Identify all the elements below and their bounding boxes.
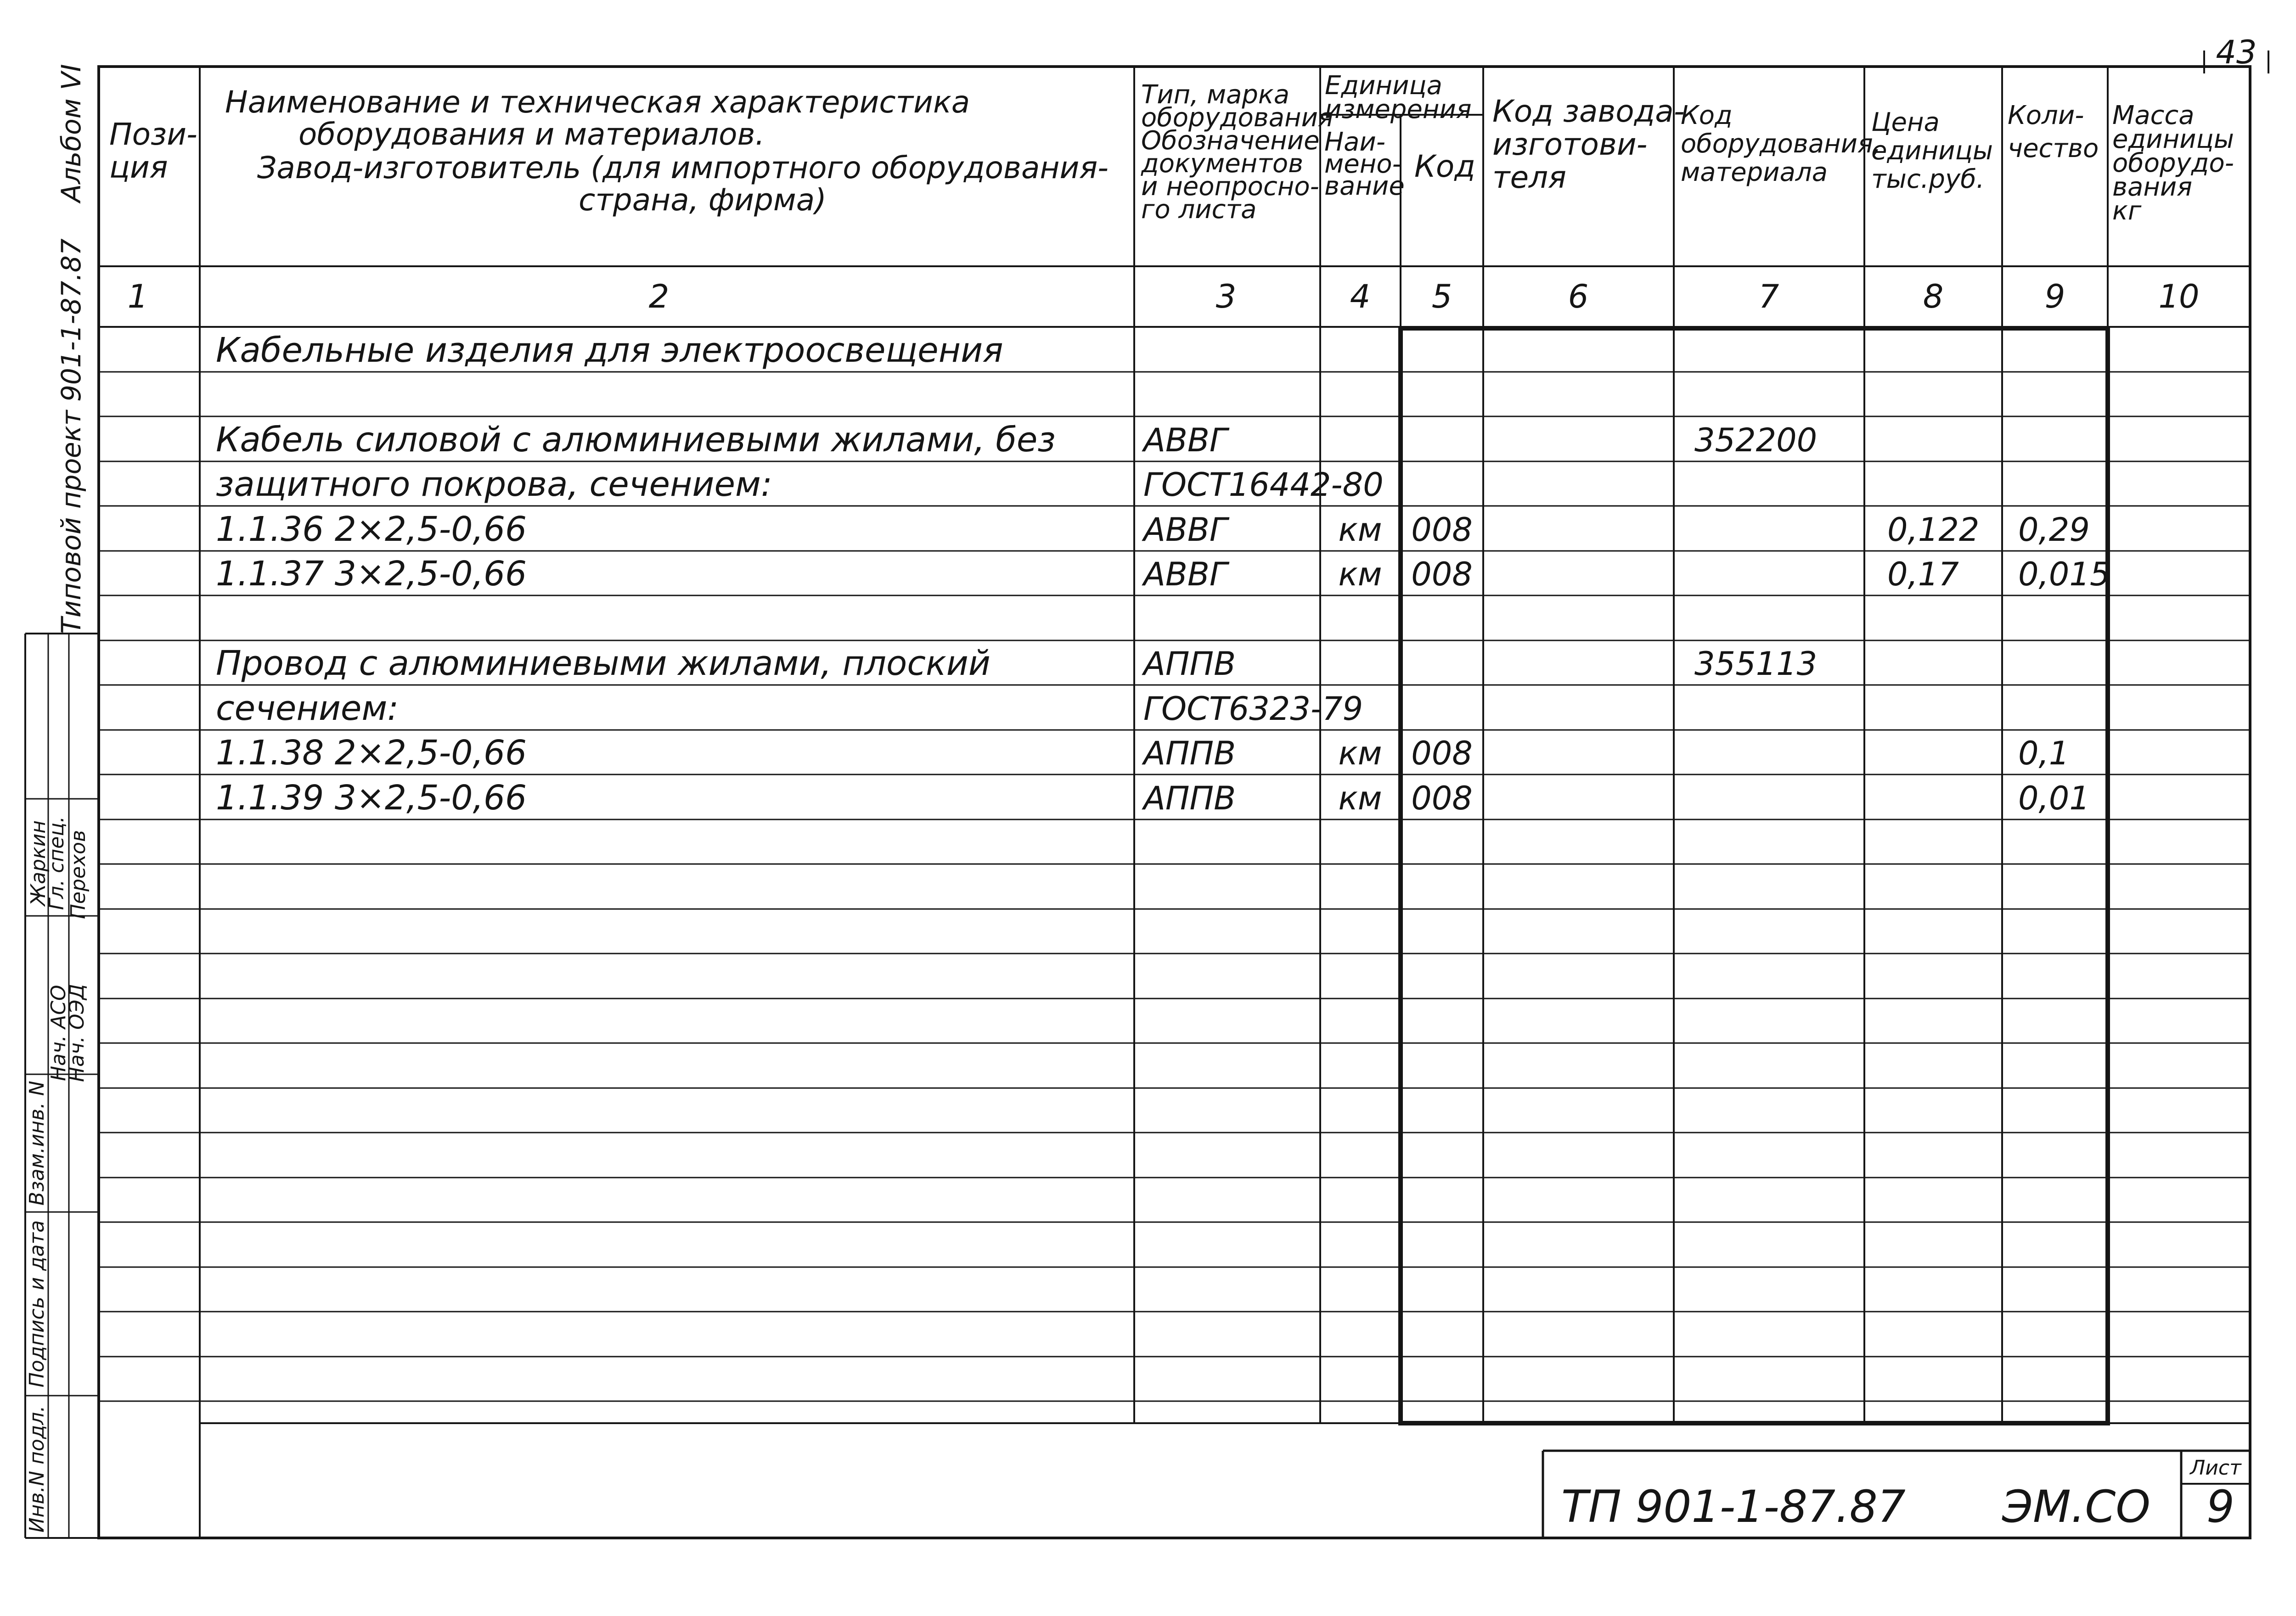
corner-sheet-number: 43 [2216, 34, 2257, 71]
row-5-unit-code: 008 [1411, 511, 1473, 549]
stamp-role-2: Нач. ОЭД [65, 984, 89, 1082]
header-equip-code-line-1: Код [1681, 101, 1733, 130]
header-type-line-3: Обозначение [1141, 126, 1320, 156]
header-mass-line-4: вания [2112, 172, 2193, 202]
header-maker-code-line-3: теля [1492, 160, 1566, 195]
row-11-quantity: 0,01 [2018, 780, 2090, 817]
header-price-line-1: Цена [1871, 107, 1940, 137]
header-unit-code-line-1: Код [1414, 149, 1475, 184]
column-number-9: 9 [2044, 278, 2065, 315]
header-mass-line-5: кг [2112, 196, 2142, 226]
row-10-unit: км [1338, 735, 1382, 772]
header-name-line-3: Завод-изготовитель (для импортного оборудования- [257, 150, 1109, 185]
header-unit-name-line-2: мено- [1324, 149, 1401, 179]
column-number-1: 1 [127, 278, 148, 315]
stamp-role-4: Жаркин [27, 820, 50, 906]
header-type-line-6: го листа [1141, 195, 1257, 224]
row-8-equipment-code: 355113 [1694, 645, 1818, 683]
header-maker-code-line-1: Код завода- [1492, 94, 1685, 129]
header-name-line-1: Наименование и техническая характеристика [225, 84, 970, 120]
row-8-type: АППВ [1143, 645, 1236, 683]
row-11-unit-code: 008 [1411, 780, 1473, 817]
column-number-3: 3 [1216, 278, 1237, 315]
row-6-unit-code: 008 [1411, 556, 1473, 593]
album-label: Альбом VI [56, 64, 87, 202]
header-position-line-1: Пози- [109, 117, 197, 152]
row-6-quantity: 0,015 [2018, 556, 2110, 593]
row-11-type: АППВ [1143, 780, 1236, 817]
header-name-line-4: страна, фирма) [579, 182, 827, 218]
column-number-6: 6 [1568, 278, 1589, 315]
column-number-2: 2 [648, 278, 670, 315]
column-number-8: 8 [1923, 278, 1944, 315]
header-type-line-4: документов [1141, 149, 1304, 179]
stamp-role-3: Гл. спец. [45, 816, 68, 910]
row-10-name: 1.1.38 2×2,5-0,66 [216, 733, 527, 773]
row-4-name: защитного покрова, сечением: [216, 465, 772, 504]
sheet-label: Лист [2190, 1456, 2241, 1480]
row-11-unit: км [1338, 780, 1382, 817]
row-5-price: 0,122 [1887, 511, 1980, 549]
column-number-7: 7 [1758, 278, 1779, 315]
inv-original-label: Инв.N подл. [25, 1405, 49, 1533]
table-text [25, 34, 2257, 1532]
header-maker-code-line-2: изготови- [1492, 127, 1648, 162]
column-number-4: 4 [1350, 278, 1371, 315]
row-8-name: Провод с алюминиевыми жилами, плоский [216, 644, 990, 683]
header-mass-line-2: единицы [2112, 124, 2234, 154]
header-quantity-line-1: Коли- [2008, 101, 2084, 130]
header-unit-group-line-2: измерения [1325, 95, 1472, 124]
doc-code: ТП 901-1-87.87 [1561, 1481, 1906, 1532]
header-position-line-2: ция [109, 150, 168, 185]
row-11-name: 1.1.39 3×2,5-0,66 [216, 778, 527, 818]
row-9-name: сечением: [216, 689, 399, 728]
row-5-quantity: 0,29 [2018, 511, 2090, 549]
header-price-line-3: тыс.руб. [1871, 164, 1985, 194]
inv-replace-label: Взам.инв. N [25, 1081, 49, 1206]
row-5-name: 1.1.36 2×2,5-0,66 [216, 510, 527, 549]
column-number-5: 5 [1431, 278, 1452, 315]
sign-date-label: Подпись и дата [25, 1220, 49, 1388]
stamp-role-1: Нач. АСО [47, 985, 70, 1081]
header-unit-name-line-1: Наи- [1324, 127, 1386, 157]
header-type-line-2: оборудования [1141, 103, 1334, 133]
sheet-number: 9 [2206, 1481, 2235, 1532]
row-6-type: АВВГ [1143, 556, 1227, 593]
row-3-equipment-code: 352200 [1694, 421, 1818, 459]
header-quantity-line-2: чество [2008, 134, 2099, 163]
row-5-type: АВВГ [1143, 511, 1227, 549]
header-unit-group-line-1: Единица [1325, 71, 1442, 101]
row-3-name: Кабель силовой с алюминиевыми жилами, без [216, 420, 1056, 460]
header-equip-code-line-2: оборудования, [1681, 129, 1881, 159]
row-3-type: АВВГ [1143, 421, 1227, 459]
header-type-line-1: Тип, марка [1141, 80, 1290, 110]
row-6-name: 1.1.37 3×2,5-0,66 [216, 554, 527, 594]
row-10-type: АППВ [1143, 735, 1236, 772]
row-4-type: ГОСТ16442-80 [1143, 466, 1384, 504]
row-5-unit: км [1338, 511, 1382, 549]
row-6-unit: км [1338, 556, 1382, 593]
row-9-type: ГОСТ6323-79 [1143, 690, 1363, 728]
doc-mark: ЭМ.СО [2002, 1481, 2150, 1532]
header-type-line-5: и неопросно- [1141, 172, 1319, 202]
stamp-surname: Перехов [67, 830, 90, 920]
row-6-price: 0,17 [1887, 556, 1959, 593]
header-mass-line-3: оборудо- [2112, 148, 2234, 178]
row-10-unit-code: 008 [1411, 735, 1473, 772]
header-unit-name-line-3: вание [1324, 171, 1405, 201]
header-name-line-2: оборудования и материалов. [298, 117, 765, 152]
header-price-line-2: единицы [1871, 136, 1993, 166]
row-1-name: Кабельные изделия для электроосвещения [216, 331, 1003, 370]
header-mass-line-1: Масса [2112, 101, 2195, 130]
project-label: Типовой проект 901-1-87.87 [56, 238, 87, 634]
row-10-quantity: 0,1 [2018, 735, 2070, 772]
column-number-10: 10 [2158, 278, 2200, 315]
header-equip-code-line-3: материала [1681, 157, 1828, 187]
